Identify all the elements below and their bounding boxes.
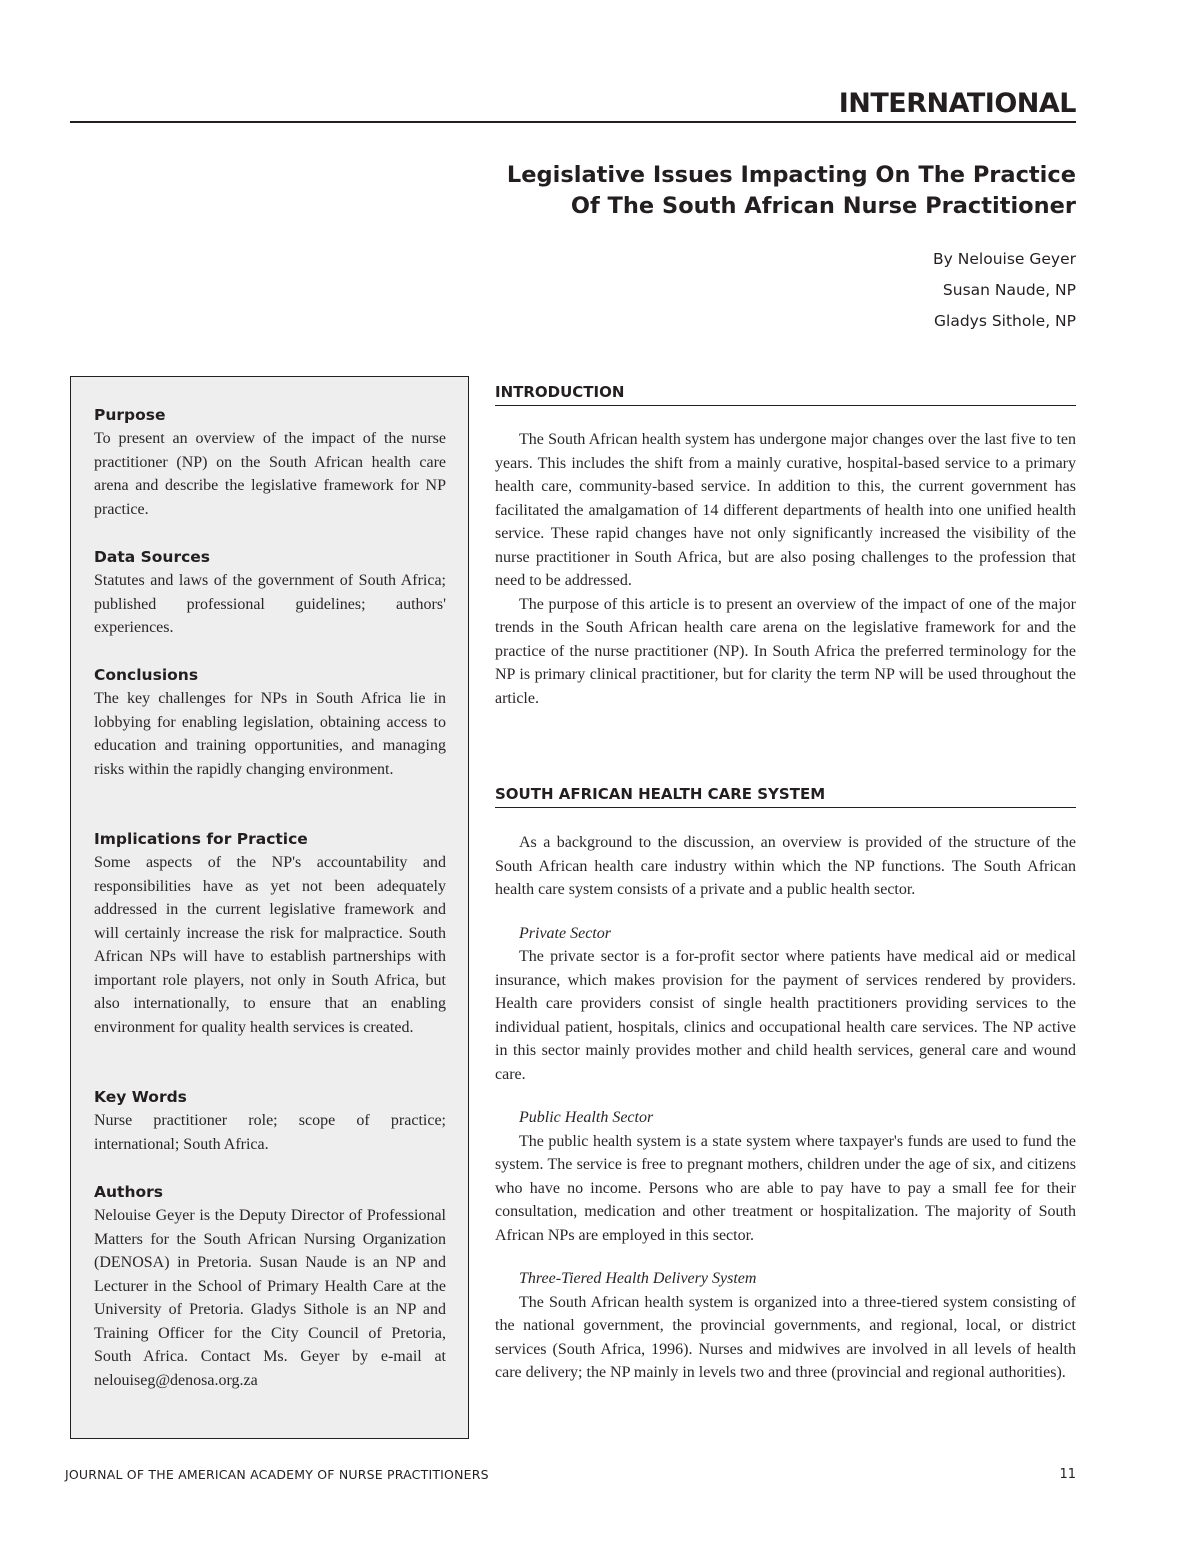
- three-tiered-subheading: Three-Tiered Health Delivery System: [519, 1270, 757, 1287]
- section-label: INTERNATIONAL: [838, 88, 1076, 119]
- journal-footer: JOURNAL OF THE AMERICAN ACADEMY OF NURSE PRACTITIONERS: [65, 1467, 489, 1482]
- abstract-purpose-heading: Purpose: [94, 406, 166, 424]
- abstract-purpose: [94, 404, 446, 521]
- header-rule: [70, 121, 1076, 123]
- author-name: Gladys Sithole, NP: [934, 312, 1076, 330]
- introduction-section: [495, 381, 1076, 710]
- abstract-conclusions-heading: Conclusions: [94, 666, 199, 684]
- health-system-section: [495, 783, 1076, 1385]
- abstract-authors-heading: Authors: [94, 1183, 163, 1201]
- author-name: Susan Naude, NP: [942, 281, 1076, 299]
- introduction-paragraph: The South African health system has undergone major changes over the last five to ten years. This includes the shift from a mainly curative, hospital-based service to a primary health care, community-based service. In addition to this, the current government has facilitated the amalgamation of 14 different departments of health into one unified health service. These rapid changes have not only significantly increased the visibility of the nurse practitioner in South Africa, but are also posing challenges to the profession that need to be addressed.: [495, 431, 1076, 589]
- abstract-data-sources-text: Statutes and laws of the government of South Africa; published professional guidelines; authors' experiences.: [94, 572, 446, 636]
- article-title-line-1: Legislative Issues Impacting On The Practice: [506, 162, 1076, 188]
- private-sector-subheading: Private Sector: [519, 924, 611, 942]
- abstract-key-words-heading: Key Words: [94, 1088, 187, 1106]
- abstract-key-words: [94, 1086, 446, 1156]
- three-tiered-text: The South African health system is organized into a three-tiered system consisting of the national government, the provincial governments, and regional, local, or district services (South Africa, 1996). Nurses and midwives are involved in all levels of health care delivery; the NP mainly in levels two and three (provincial and regional authorities).: [495, 1293, 1076, 1381]
- abstract-box: [70, 376, 469, 1439]
- health-system-intro: As a background to the discussion, an overview is provided of the structure of the South African health care industry within which the NP functions. The South African health care system consists of a private and a public health sector.: [495, 834, 1076, 898]
- public-sector-text: The public health system is a state system where taxpayer's funds are used to fund the system. The service is free to pregnant mothers, children under the age of six, and citizens who have no income. Persons who are able to pay have to pay a small fee for their consultation, medication and other treatment or hospitalization. The majority of South African NPs are employed in this sector.: [495, 1132, 1076, 1244]
- introduction-paragraph: The purpose of this article is to present an overview of the impact of one of the major trends in the South African health care arena on the legislative framework for and the practice of the nurse practitioner (NP). In South Africa the preferred terminology for the NP is primary clinical practitioner, but for clarity the term NP will be used throughout the article.: [495, 595, 1076, 707]
- article-title: [300, 160, 1076, 222]
- public-sector-subheading: Public Health Sector: [519, 1109, 654, 1126]
- health-system-heading: SOUTH AFRICAN HEALTH CARE SYSTEM: [495, 783, 1076, 808]
- article-title-line-2: Of The South African Nurse Practitioner: [570, 193, 1076, 219]
- author-list: [700, 244, 1076, 337]
- abstract-data-sources-heading: Data Sources: [94, 548, 211, 566]
- abstract-data-sources: [94, 546, 446, 640]
- introduction-heading: INTRODUCTION: [495, 381, 1076, 406]
- abstract-conclusions: [94, 664, 446, 781]
- abstract-implications: [94, 828, 446, 1039]
- abstract-authors-text: Nelouise Geyer is the Deputy Director of Professional Matters for the South African Nursing Organization (DENOSA) in Pretoria. Susan Naude is an NP and Lecturer in the School of Primary Health Care at the University of Pretoria. Gladys Sithole is an NP and Training Officer for the City Council of Pretoria, South Africa. Contact Ms. Geyer by e-mail at nelouiseg@denosa.org.za: [94, 1207, 446, 1389]
- author-name: By Nelouise Geyer: [933, 250, 1076, 268]
- abstract-conclusions-text: The key challenges for NPs in South Africa lie in lobbying for enabling legislation, obtaining access to education and training opportunities, and managing risks within the rapidly changing environment.: [94, 690, 446, 778]
- abstract-implications-heading: Implications for Practice: [94, 830, 308, 848]
- page-number: 11: [1059, 1467, 1076, 1482]
- abstract-authors: [94, 1181, 446, 1392]
- abstract-key-words-text: Nurse practitioner role; scope of practice; international; South Africa.: [94, 1112, 446, 1153]
- private-sector-text: The private sector is a for-profit sector where patients have medical aid or medical insurance, which makes provision for the payment of services rendered by providers. Health care providers consist of single health practitioners providing services to the individual patient, hospitals, clinics and occupational health care services. The NP active in this sector mainly provides mother and child health services, general care and wound care.: [495, 948, 1076, 1083]
- abstract-implications-text: Some aspects of the NP's accountability and responsibilities have as yet not been adequately addressed in the current legislative framework and will certainly increase the risk for malpractice. South African NPs will have to establish partnerships with important role players, not only in South Africa, but also internationally, to ensure that an enabling environment for quality health services is created.: [94, 854, 446, 1036]
- abstract-purpose-text: To present an overview of the impact of the nurse practitioner (NP) on the South African health care arena and describe the legislative framework for NP practice.: [94, 430, 446, 518]
